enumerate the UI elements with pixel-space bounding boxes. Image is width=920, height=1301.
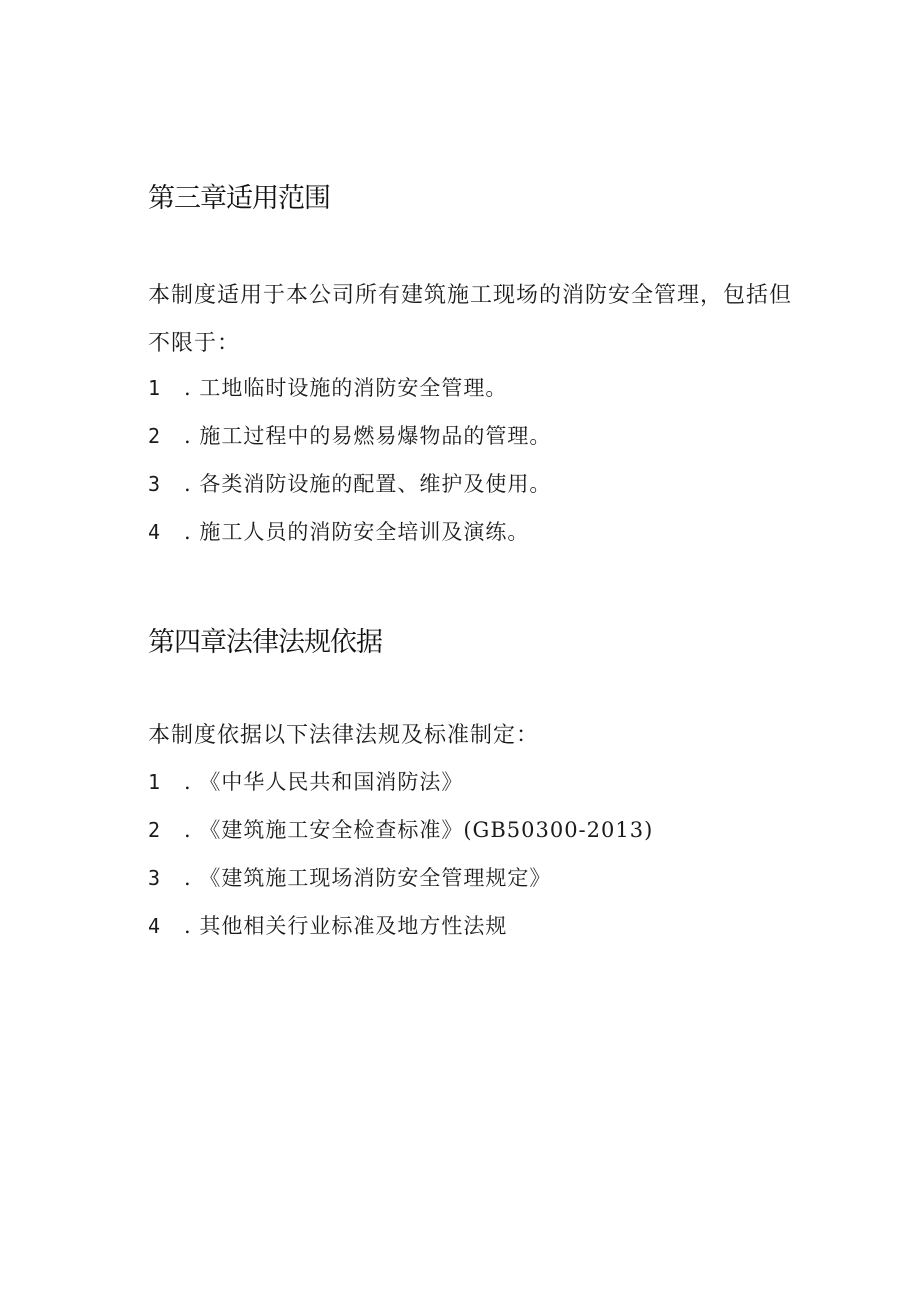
list-item-text: . 施工人员的消防安全培训及演练。: [184, 520, 530, 544]
list-item-text: . 《中华人民共和国消防法》: [184, 770, 464, 794]
list-item-number: 3: [148, 472, 162, 496]
list-item-number: 1: [148, 376, 162, 400]
list-item: [148, 364, 551, 412]
list-item: [148, 460, 551, 508]
list-item-number: 4: [148, 914, 162, 938]
list-item-text: . 《建筑施工安全检查标准》(GB50300-2013): [184, 818, 654, 842]
list-item-text: . 《建筑施工现场消防安全管理规定》: [184, 866, 552, 890]
list-item: [148, 412, 551, 460]
list-item-number: 2: [148, 424, 162, 448]
list-item-text: . 其他相关行业标准及地方性法规: [184, 914, 508, 938]
chapter-3-title: 第三章适用范围: [148, 183, 330, 214]
list-item: [148, 758, 653, 806]
list-item: [148, 902, 653, 950]
chapter-3-intro: [148, 272, 808, 368]
chapter-3-list: [148, 364, 551, 556]
chapter-4-title: 第四章法律法规依据: [148, 627, 382, 658]
list-item-number: 2: [148, 818, 162, 842]
chapter-4-intro-text: 本制度依据以下法律法规及标准制定：: [148, 723, 540, 748]
chapter-3-intro-text: 本制度适用于本公司所有建筑施工现场的消防安全管理，包括但不限于：: [148, 283, 793, 356]
chapter-4-intro: [148, 712, 808, 760]
list-item: [148, 854, 653, 902]
chapter-4-list: [148, 758, 653, 950]
list-item-text: . 各类消防设施的配置、维护及使用。: [184, 472, 552, 496]
list-item-text: . 工地临时设施的消防安全管理。: [184, 376, 508, 400]
list-item-text: . 施工过程中的易燃易爆物品的管理。: [184, 424, 552, 448]
list-item-number: 1: [148, 770, 162, 794]
list-item: [148, 508, 551, 556]
list-item-number: 3: [148, 866, 162, 890]
list-item: [148, 806, 653, 854]
list-item-number: 4: [148, 520, 162, 544]
